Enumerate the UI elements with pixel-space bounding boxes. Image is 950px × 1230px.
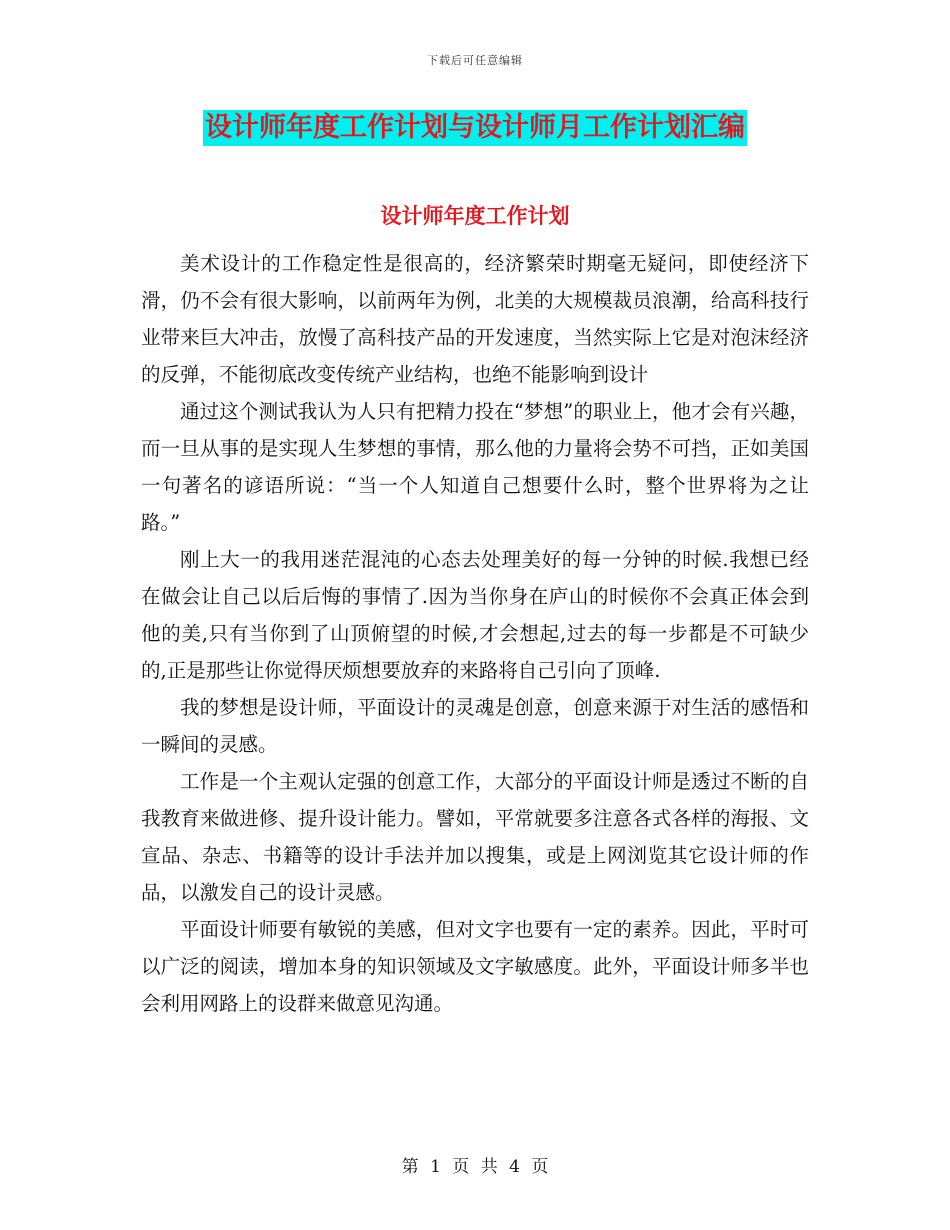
section-title: 设计师年度工作计划 — [380, 203, 570, 228]
paragraph: 刚上大一的我用迷茫混沌的心态去处理美好的每一分钟的时候.我想已经在做会让自己以后后悔的事情了.因为当你身在庐山的时候你不会真正体会到他的美,只有当你到了山顶俯望的时候,才会想起,过去的每一步都是不可缺少的,正是那些让你觉得厌烦想要放弃的来路将自己引向了顶峰. — [141, 548, 809, 682]
page-number: 第 1 页 共 4 页 — [401, 1157, 549, 1177]
paragraph: 平面设计师要有敏锐的美感，但对文字也要有一定的素养。因此，平时可以广泛的阅读，增加本身的知识领域及文字敏感度。此外，平面设计师多半也会利用网路上的设群来做意见沟通。 — [141, 918, 809, 1015]
document-title — [0, 110, 950, 146]
paragraph: 我的梦想是设计师，平面设计的灵魂是创意，创意来源于对生活的感悟和一瞬间的灵感。 — [141, 696, 809, 756]
paragraph: 工作是一个主观认定强的创意工作，大部分的平面设计师是透过不断的自我教育来做进修、提升设计能力。譬如，平常就要多注意各式各样的海报、文宣品、杂志、书籍等的设计手法并加以搜集，或是上网浏览其它设计师的作品，以激发自己的设计灵感。 — [141, 770, 809, 904]
page-header-note: 下载后可任意编辑 — [427, 54, 523, 67]
document-body — [141, 245, 809, 1022]
document-title-text: 设计师年度工作计划与设计师月工作计划汇编 — [203, 110, 747, 146]
paragraph: 通过这个测试我认为人只有把精力投在“梦想”的职业上，他才会有兴趣，而一旦从事的是实现人生梦想的事情，那么他的力量将会势不可挡，正如美国一句著名的谚语所说：“当一个人知道自己想要什么时，整个世界将为之让路。” — [141, 400, 809, 534]
paragraph: 美术设计的工作稳定性是很高的，经济繁荣时期毫无疑问，即使经济下滑，仍不会有很大影响，以前两年为例，北美的大规模裁员浪潮，给高科技行业带来巨大冲击，放慢了高科技产品的开发速度，当然实际上它是对泡沫经济的反弹，不能彻底改变传统产业结构，也绝不能影响到设计 — [141, 252, 809, 386]
